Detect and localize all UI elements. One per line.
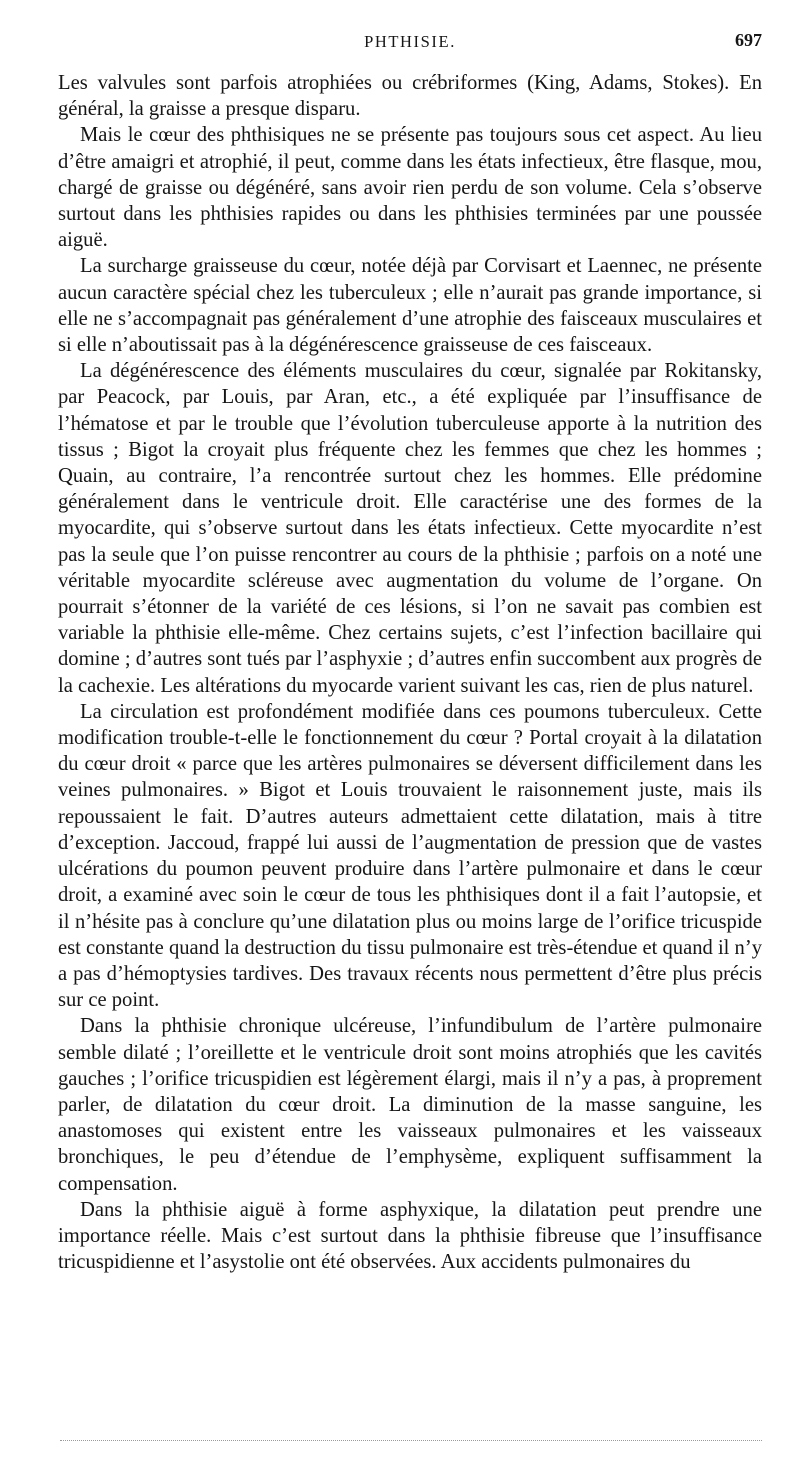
- paragraph-6: Dans la phthisie chronique ulcéreuse, l’infundibulum de l’artère pulmonaire semble dilaté ; l’oreillette et le ventricule droit sont moins atrophiés que les cavités gauches ; l’orifice tricuspidien est légèrement élargi, mais il n’y a pas, à proprement parler, de dilatation du cœur droit. La diminution de la masse sanguine, les anastomoses qui existent entre les vaisseaux pulmonaires et les vaisseaux bronchiques, le peu d’étendue de l’emphysème, expliquent suffisamment la compensation.: [58, 1015, 762, 1195]
- paragraph-2: Mais le cœur des phthisiques ne se présente pas toujours sous cet aspect. Au lieu d’être amaigri et atrophié, il peut, comme dans les états infectieux, être flasque, mou, chargé de graisse ou dégénéré, sans avoir rien perdu de son volume. Cela s’observe surtout dans les phthisies rapides ou dans les phthisies terminées par une poussée aiguë.: [58, 124, 762, 252]
- paragraph-4: La dégénérescence des éléments musculaires du cœur, signalée par Rokitansky, par Peacock, par Louis, par Aran, etc., a été expliquée par l’insuffisance de l’hématose et par le trouble que l’évolution tuberculeuse apporte à la nutrition des tissus ; Bigot la croyait plus fréquente chez les femmes que chez les hommes ; Quain, au contraire, l’a rencontrée surtout chez les hommes. Elle prédomine généralement dans le ventricule droit. Elle caractérise une des formes de la myocardite, qui s’observe surtout dans les états infectieux. Cette myocardite n’est pas la seule que l’on puisse rencontrer au cours de la phthisie ; parfois on a noté une véritable myocardite scléreuse avec augmentation du volume de l’organe. On pourrait s’étonner de la variété de ces lésions, si l’on ne savait pas combien est variable la phthisie elle-même. Chez certains sujets, c’est l’infection bacillaire qui domine ; d’autres sont tués par l’asphyxie ; d’autres enfin succombent aux progrès de la cachexie. Les altérations du myocarde varient suivant les cas, rien de plus naturel.: [58, 360, 762, 697]
- paragraph-7: Dans la phthisie aiguë à forme asphyxique, la dilatation peut prendre une importance réelle. Mais c’est surtout dans la phthisie fibreuse que l’insuffisance tricuspidienne et l’asystolie ont été observées. Aux accidents pulmonaires du: [58, 1198, 762, 1274]
- body-text: [58, 70, 762, 1275]
- paragraph-1: Les valvules sont parfois atrophiées ou crébriformes (King, Adams, Stokes). En général, la graisse a presque disparu.: [58, 72, 762, 121]
- paragraph-5: La circulation est profondément modifiée dans ces poumons tuberculeux. Cette modification trouble-t-elle le fonctionnement du cœur ? Portal croyait à la dilatation du cœur droit « parce que les artères pulmonaires se déversent difficilement dans les veines pulmonaires. » Bigot et Louis trouvaient le raisonnement juste, mais ils repoussaient le fait. D’autres auteurs admettaient cette dilatation, mais à titre d’exception. Jaccoud, frappé lui aussi de l’augmentation de pression que de vastes ulcérations du poumon peuvent produire dans l’artère pulmonaire et dans le cœur droit, a examiné avec soin le cœur de tous les phthisiques dont il a fait l’autopsie, et il n’hésite pas à conclure qu’une dilatation plus ou moins large de l’orifice tricuspide est constante quand la destruction du tissu pulmonaire est très-étendue et quand il n’y a pas d’hémoptysies tardives. Des travaux récents nous permettent d’être plus précis sur ce point.: [58, 700, 763, 1012]
- running-title: PHTHISIE.: [364, 32, 456, 51]
- running-head: [58, 30, 762, 56]
- page-number: 697: [735, 30, 762, 50]
- paragraph-3: La surcharge graisseuse du cœur, notée déjà par Corvisart et Laennec, ne présente aucun caractère spécial chez les tuberculeux ; elle n’aurait pas grande importance, si elle ne s’accompagnait pas généralement d’une atrophie des faisceaux musculaires et si elle n’aboutissait pas à la dégénérescence graisseuse de ces faisceaux.: [58, 255, 762, 357]
- footer-rule: [60, 1440, 762, 1441]
